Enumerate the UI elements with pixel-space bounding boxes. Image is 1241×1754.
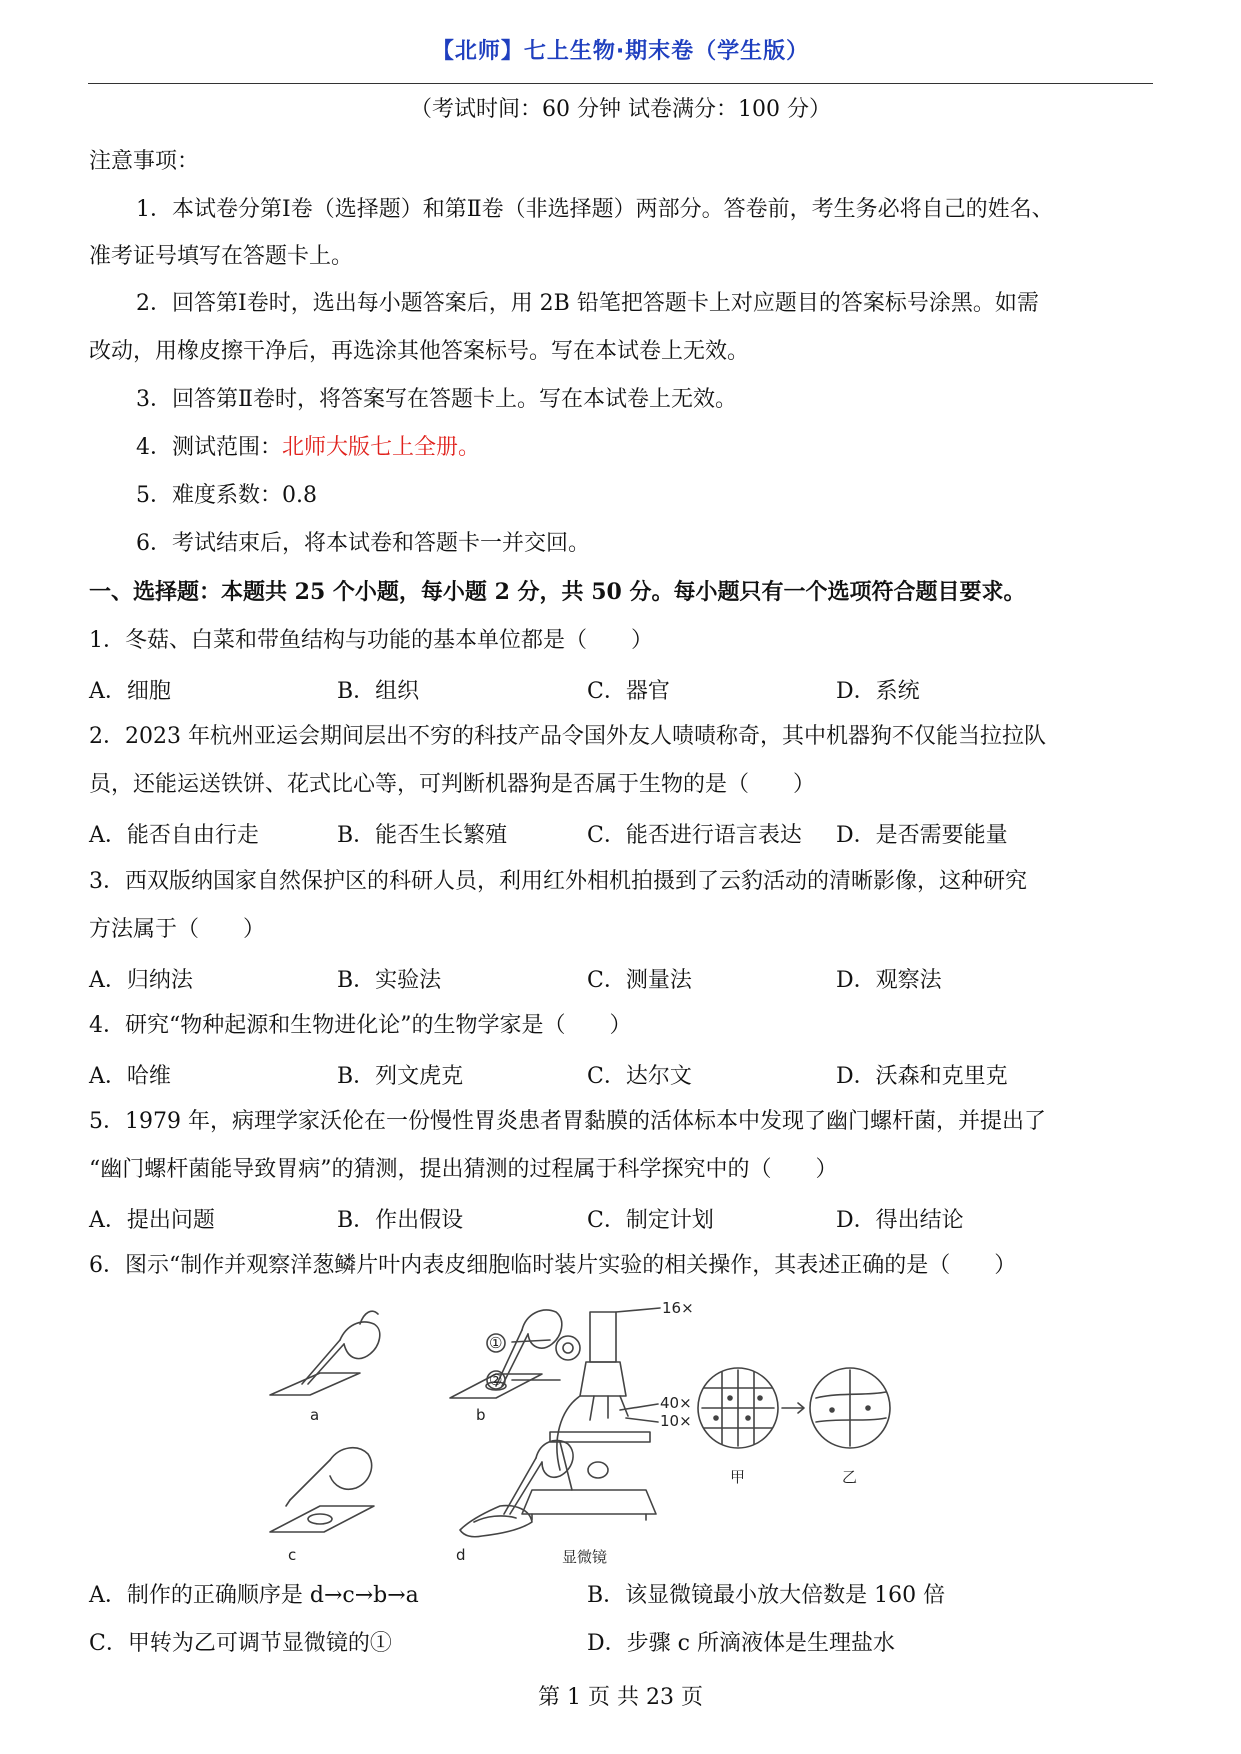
q1-option-d: D．系统 — [836, 679, 920, 704]
view-jia-drawing — [698, 1368, 778, 1448]
q1-option-b: B．组织 — [337, 679, 420, 704]
q1-stem: 1．冬菇、白菜和带鱼结构与功能的基本单位都是（ ） — [89, 628, 653, 653]
page-header-title: 【北师】七上生物·期末卷（学生版） — [431, 39, 810, 64]
q3-stem-b: 方法属于（ ） — [89, 917, 266, 942]
q3-option-c: C．测量法 — [587, 968, 692, 993]
q1-option-c: C．器官 — [587, 679, 670, 704]
label-mark2: ② — [489, 1371, 503, 1389]
q3-stem-a: 3．西双版纳国家自然保护区的科研人员，利用红外相机拍摄到了云豹活动的清晰影像，这种研究 — [89, 869, 1028, 894]
step-b-drawing — [450, 1310, 562, 1398]
q2-option-d: D．是否需要能量 — [836, 823, 1008, 848]
note-4-scope: 北师大版七上全册。 — [282, 435, 481, 460]
q5-option-b: B．作出假设 — [337, 1208, 464, 1233]
q3-option-a: A．归纳法 — [89, 968, 193, 993]
q5-option-c: C．制定计划 — [587, 1208, 714, 1233]
note-1a: 1．本试卷分第Ⅰ卷（选择题）和第Ⅱ卷（非选择题）两部分。答卷前，考生务必将自己的姓名、 — [136, 197, 1054, 222]
q2-option-c: C．能否进行语言表达 — [587, 823, 802, 848]
q4-stem: 4．研究“物种起源和生物进化论”的生物学家是（ ） — [89, 1013, 632, 1038]
step-a-drawing — [270, 1311, 380, 1395]
label-mark1: ① — [489, 1334, 503, 1352]
q4-option-a: A．哈维 — [89, 1064, 171, 1089]
q4-option-d: D．沃森和克里克 — [836, 1064, 1008, 1089]
label-c: c — [288, 1546, 297, 1564]
label-microscope: 显微镜 — [562, 1548, 608, 1566]
q6-figure — [260, 1300, 980, 1570]
q5-option-a: A．提出问题 — [89, 1208, 215, 1233]
q2-stem-a: 2．2023 年杭州亚运会期间层出不穷的科技产品令国外友人啧啧称奇，其中机器狗不仅能当拉拉队 — [89, 724, 1046, 749]
q5-stem-a: 5．1979 年，病理学家沃伦在一份慢性胃炎患者胃黏膜的活体标本中发现了幽门螺杆菌，并提出了 — [89, 1109, 1046, 1134]
header-divider — [88, 83, 1153, 84]
label-b: b — [476, 1406, 486, 1424]
label-jia: 甲 — [730, 1468, 746, 1486]
exam-info: （考试时间：60 分钟 试卷满分：100 分） — [410, 97, 831, 122]
q3-option-b: B．实验法 — [337, 968, 442, 993]
q3-option-d: D．观察法 — [836, 968, 942, 993]
q6-option-b: B．该显微镜最小放大倍数是 160 倍 — [587, 1583, 946, 1608]
label-obj-low: 10× — [660, 1412, 692, 1430]
note-4 — [136, 433, 480, 463]
page-footer: 第 1 页 共 23 页 — [538, 1685, 703, 1710]
q5-stem-b: “幽门螺杆菌能导致胃病”的猜测，提出猜测的过程属于科学探究中的（ ） — [89, 1157, 838, 1182]
label-a: a — [310, 1406, 320, 1424]
q4-option-b: B．列文虎克 — [337, 1064, 464, 1089]
view-yi-drawing — [810, 1368, 890, 1448]
note-2b: 改动，用橡皮擦干净后，再选涂其他答案标号。写在本试卷上无效。 — [89, 339, 750, 364]
label-yi: 乙 — [842, 1468, 858, 1486]
q2-option-a: A．能否自由行走 — [89, 823, 259, 848]
q6-option-d: D．步骤 c 所滴液体是生理盐水 — [587, 1631, 895, 1656]
q5-option-d: D．得出结论 — [836, 1208, 964, 1233]
note-6: 6．考试结束后，将本试卷和答题卡一并交回。 — [136, 531, 590, 556]
q2-option-b: B．能否生长繁殖 — [337, 823, 508, 848]
q1-option-a: A．细胞 — [89, 679, 171, 704]
q2-stem-b: 员，还能运送铁饼、花式比心等，可判断机器狗是否属于生物的是（ ） — [89, 772, 816, 797]
step-d-drawing — [460, 1440, 573, 1536]
microscope-drawing — [487, 1308, 660, 1520]
note-5: 5．难度系数：0.8 — [136, 483, 317, 508]
label-eyepiece: 16× — [662, 1300, 694, 1317]
q6-option-a: A．制作的正确顺序是 d→c→b→a — [89, 1583, 419, 1608]
notes-title: 注意事项： — [89, 149, 200, 174]
q6-stem: 6．图示“制作并观察洋葱鳞片叶内表皮细胞临时装片实验的相关操作，其表述正确的是（ ） — [89, 1253, 1017, 1278]
note-3: 3．回答第Ⅱ卷时，将答案写在答题卡上。写在本试卷上无效。 — [136, 387, 737, 412]
label-d: d — [456, 1546, 466, 1564]
note-4-prefix: 4．测试范围： — [136, 435, 282, 460]
label-obj-high: 40× — [660, 1394, 692, 1412]
note-1b: 准考证号填写在答题卡上。 — [89, 244, 354, 269]
q6-option-c: C．甲转为乙可调节显微镜的① — [89, 1631, 392, 1656]
section-title: 一、选择题：本题共 25 个小题，每小题 2 分，共 50 分。每小题只有一个选项符合题目要求。 — [89, 579, 1026, 605]
step-c-drawing — [270, 1448, 374, 1532]
note-2a: 2．回答第Ⅰ卷时，选出每小题答案后，用 2B 铅笔把答题卡上对应题目的答案标号涂黑。如需 — [136, 291, 1039, 316]
q4-option-c: C．达尔文 — [587, 1064, 692, 1089]
